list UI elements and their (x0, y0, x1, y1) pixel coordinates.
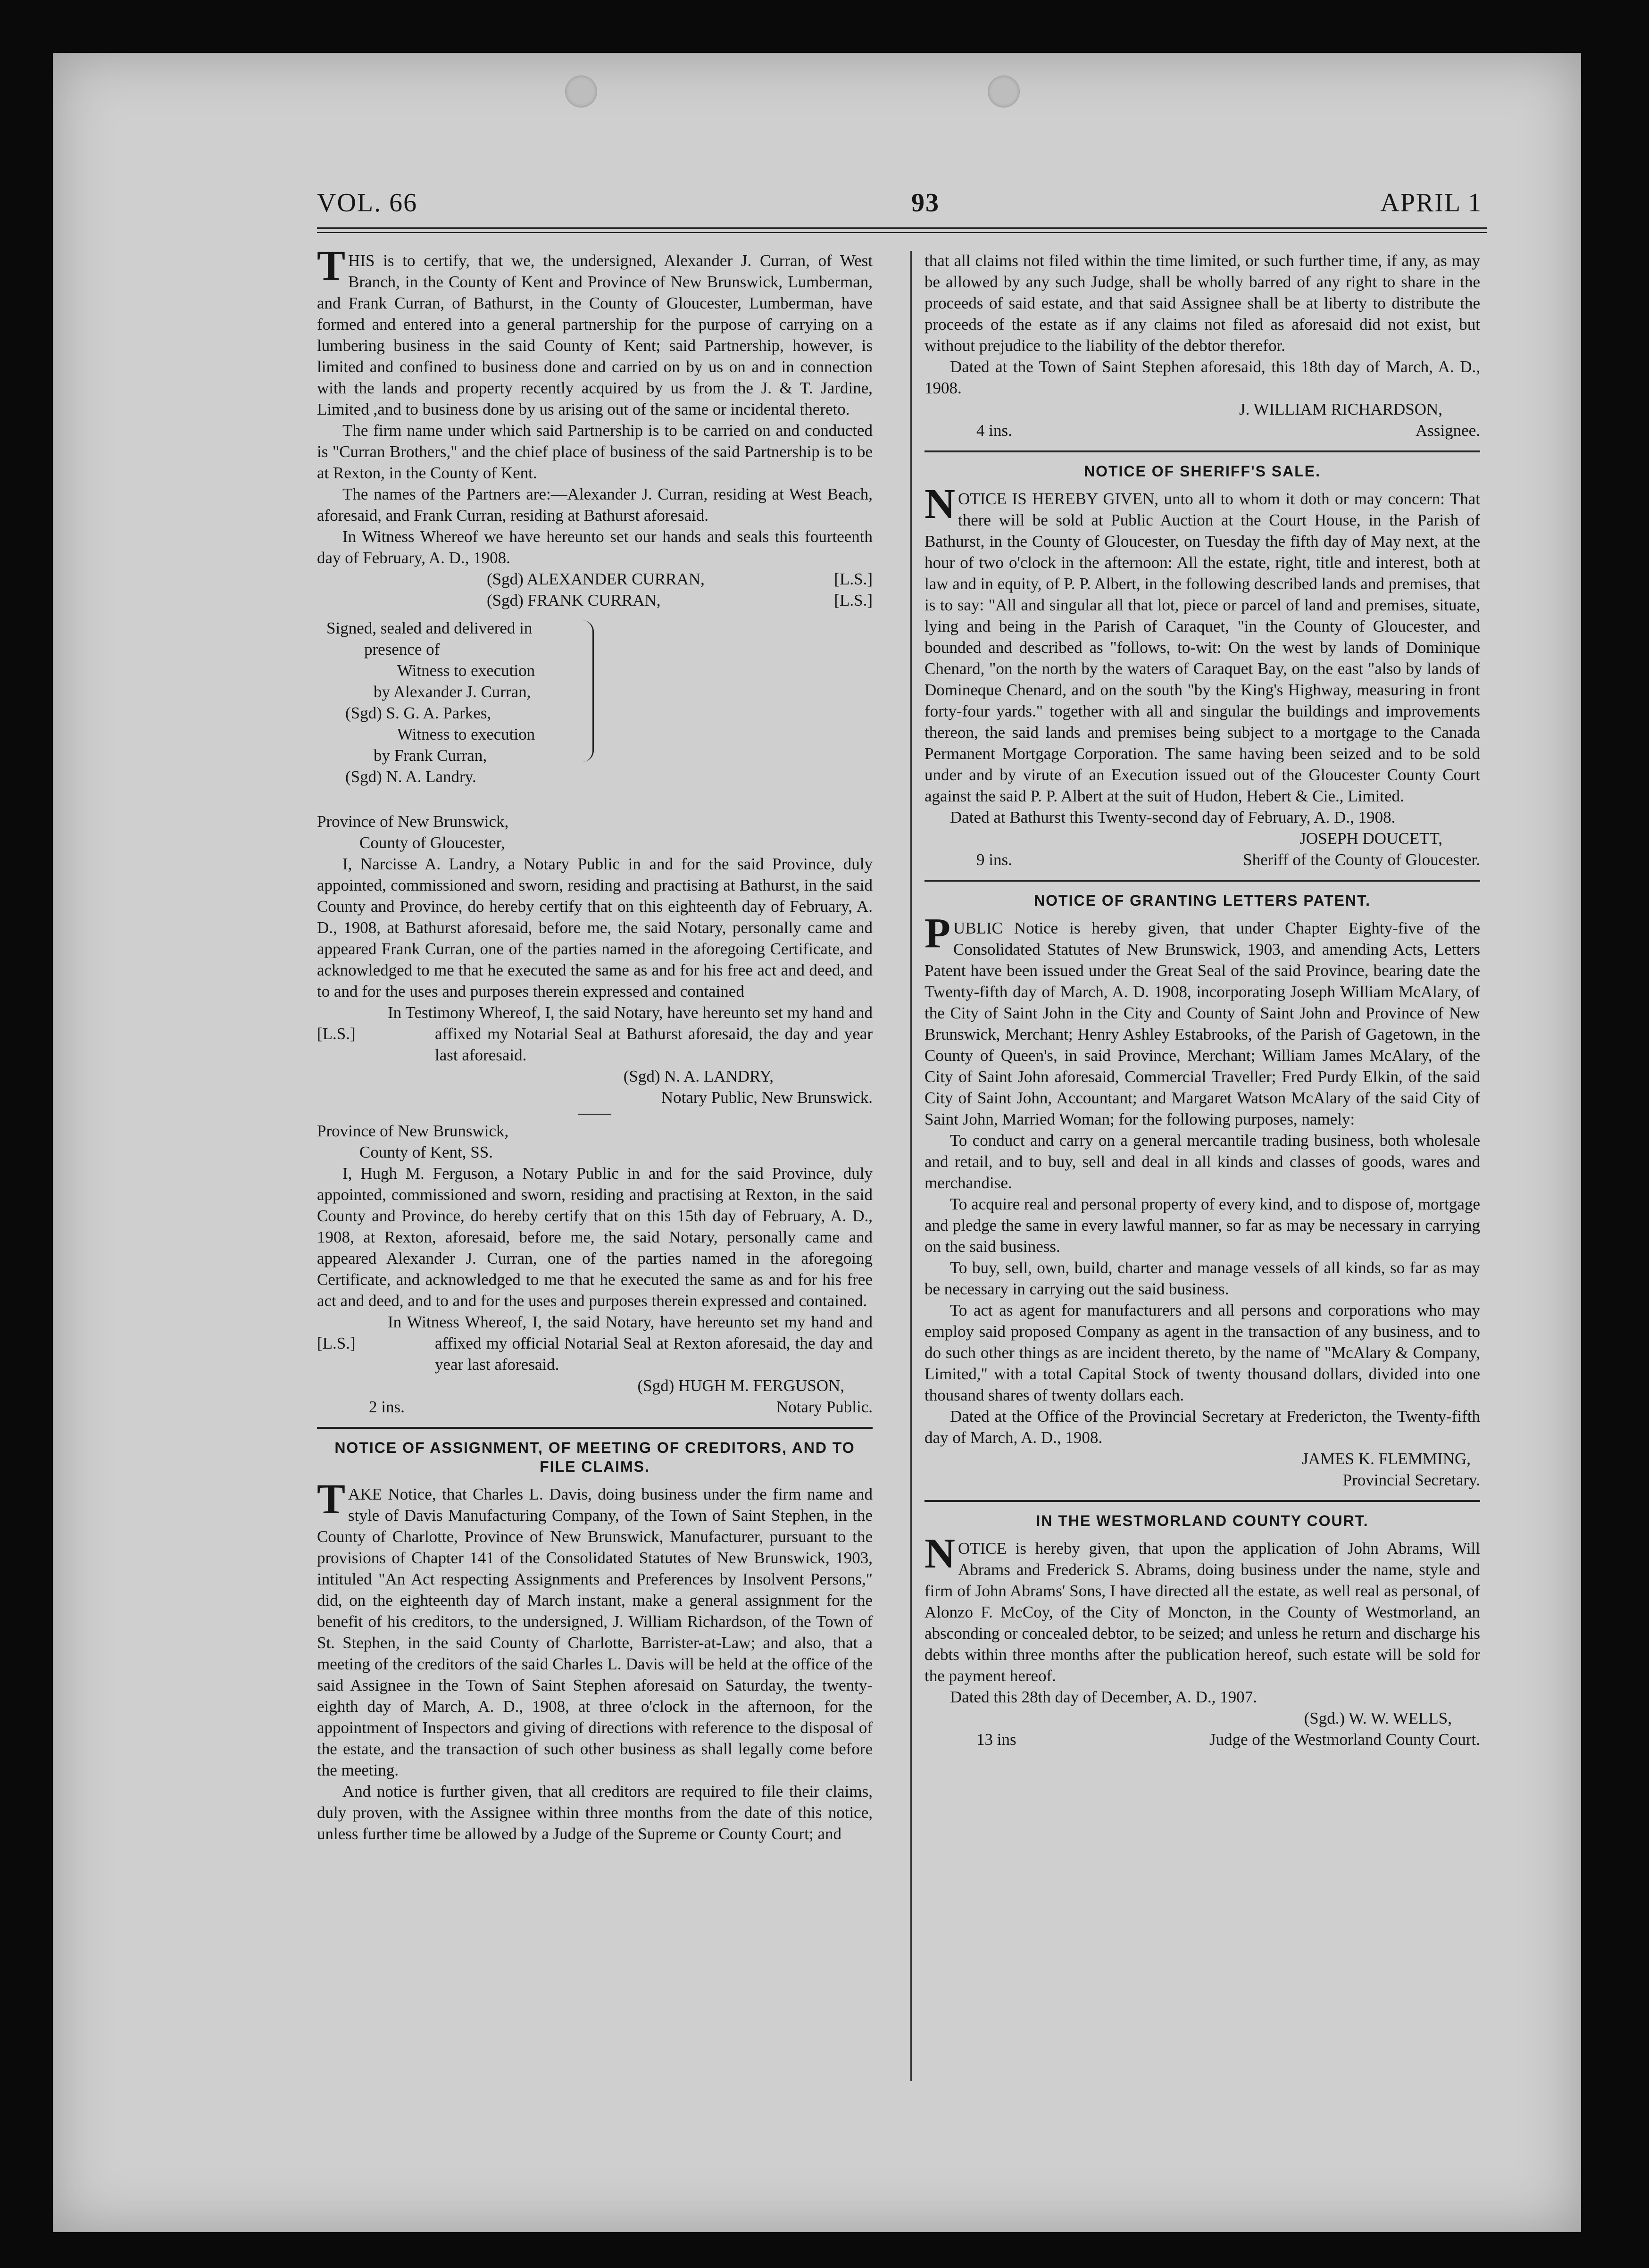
seal-mark: [L.S.] (317, 1334, 356, 1352)
signatory-title: Judge of the Westmorland County Court. (1209, 1730, 1480, 1749)
notary-certificate (317, 811, 873, 1115)
witness-line: Signed, sealed and delivered in (326, 619, 533, 637)
section-rule (924, 450, 1480, 452)
signatory-title: Assignee. (1415, 421, 1480, 440)
witness-line: (Sgd) S. G. A. Parkes, (345, 704, 491, 722)
county-line: County of Gloucester, (359, 834, 505, 852)
signature-name: (Sgd.) W. W. WELLS, (1304, 1709, 1452, 1727)
signature-name: JOSEPH DOUCETT, (1299, 829, 1442, 848)
seal-mark: [L.S.] (317, 1025, 356, 1043)
section-rule (924, 880, 1480, 882)
notary-body: I, Narcisse A. Landry, a Notary Public in and for the said Province, duly appointed, commissioned and sworn, residing and practising at Bathurst, in the said County and Province, do hereby certify that on this eighteenth day of February, A. D., 1908, at Bathurst aforesaid, before me, the said Notary, personally came and appeared Frank Curran, one of the parties named in the aforegoing Certificate, and acknowledged to me that he executed the same as and for his free act and deed, and to and for the uses and purposes therein expressed and contained (317, 855, 873, 1001)
sheriff-sale-notice (924, 462, 1480, 870)
testimony-block (317, 1002, 873, 1066)
notary-title: Notary Public, New Brunswick. (661, 1088, 873, 1107)
assignment-body: And notice is further given, that all creditors are required to file their claims, duly proven, with the Assignee within three months from the date of this notice, unless further time be allowed by a Judge of the Supreme or County Court; and (317, 1782, 873, 1843)
witness-text: In Witness Whereof, I, the said Notary, have hereunto set my hand and affixed my official Notarial Seal at Rexton aforesaid, the day and year last aforesaid. (388, 1313, 873, 1374)
section-heading: IN THE WESTMORLAND COUNTY COURT. (1036, 1512, 1369, 1529)
witness-line: presence of (364, 640, 440, 659)
section-rule (924, 1500, 1480, 1502)
seal-mark: [L.S.] (834, 591, 873, 609)
header-rule (317, 227, 1487, 229)
insertion-row (924, 1729, 1480, 1750)
signatory-title: Provincial Secretary. (1342, 1471, 1480, 1489)
patent-purpose: To conduct and carry on a general mercantile trading business, both wholesale and retail, and to buy, sell and deal in all kinds and classes of goods, wares and merchandise. (924, 1131, 1480, 1192)
insertion-count: 9 ins. (976, 850, 1012, 869)
court-body: NOTICE is hereby given, that upon the application of John Abrams, Will Abrams and Frederick S. Abrams, doing business under the name, style and firm of John Abrams' Sons, I have directed all the estate, as well real as personal, of Alonzo F. McCoy, of the City of Moncton, in the County of Westmorland, an absconding or concealed debtor, to be seized; and unless he return and discharge his debts within three months after the publication hereof, such estate will be sold for the payment hereof. (924, 1530, 1480, 1685)
dated-line: Dated at the Town of Saint Stephen aforesaid, this 18th day of March, A. D., 1908. (924, 358, 1480, 397)
signature-name: (Sgd) FRANK CURRAN, (487, 591, 661, 609)
brace-mark (581, 620, 594, 762)
dated-line: Dated this 28th day of December, A. D., 1907. (950, 1688, 1257, 1706)
signature-line (317, 590, 873, 611)
dated-line: Dated at Bathurst this Twenty-second day of February, A. D., 1908. (950, 808, 1396, 826)
witness-whereof-block (317, 1311, 873, 1375)
section-heading: NOTICE OF ASSIGNMENT, OF MEETING OF CREDITORS, AND TO FILE CLAIMS. (334, 1439, 855, 1475)
westmorland-court-notice (924, 1511, 1480, 1750)
witness-line: by Frank Curran, (374, 746, 487, 765)
witness-line: (Sgd) N. A. Landry. (345, 767, 476, 786)
seal-mark: [L.S.] (834, 570, 873, 588)
partnership-paragraph: The names of the Partners are:—Alexander J. Curran, residing at West Beach, aforesaid, and Frank Curran, residing at Bathurst aforesaid. (317, 485, 873, 525)
insertion-count: 2 ins. (369, 1398, 405, 1416)
insertion-row (924, 849, 1480, 870)
witness-line: Witness to execution (397, 661, 535, 680)
patent-purpose: To buy, sell, own, build, charter and manage vessels of all kinds, so far as may be necessary in carrying out the said business. (924, 1259, 1480, 1298)
punch-hole (565, 75, 597, 108)
notary-signature: (Sgd) N. A. LANDRY, (623, 1067, 774, 1085)
testimony-text: In Testimony Whereof, I, the said Notary, have hereunto set my hand and affixed my Notarial Seal at Bathurst aforesaid, the day and year last aforesaid. (388, 1003, 873, 1064)
insertion-row (924, 420, 1480, 441)
notary-signature: (Sgd) HUGH M. FERGUSON, (637, 1376, 844, 1395)
header-rule (317, 232, 1487, 233)
patent-purpose: To acquire real and personal property of every kind, and to dispose of, mortgage and pledge the same in every lawful manner, so far as may be necessary in carrying on the said business. (924, 1195, 1480, 1256)
short-rule (578, 1114, 611, 1115)
signature-name: JAMES K. FLEMMING, (1302, 1450, 1471, 1468)
section-rule (317, 1427, 873, 1429)
assignment-notice (317, 1438, 873, 1844)
insertion-row (317, 1396, 873, 1418)
volume-label: VOL. 66 (317, 188, 418, 217)
column-divider (910, 251, 912, 2081)
page-number: 93 (911, 188, 940, 217)
witness-block (317, 617, 873, 787)
page-header (317, 188, 1482, 225)
issue-date: APRIL 1 (1380, 188, 1482, 217)
assignment-continued (924, 250, 1480, 441)
newspaper-page (53, 53, 1581, 2232)
assignment-body: that all claims not filed within the time limited, or such further time, if any, as may be allowed by any such Judge, shall be wholly barred of any right to share in the proceeds of said estate, and that said Assignee shall be at liberty to distribute the proceeds of the estate as if any claims not filed as aforesaid did not exist, but without prejudice to the liability of the debtor therefor. (924, 251, 1480, 355)
assignment-body: TAKE Notice, that Charles L. Davis, doing business under the firm name and style of Davis Manufacturing Company, of the Town of Saint Stephen, in the County of Charlotte, Province of New Brunswick, Manufacturer, pursuant to the provisions of Chapter 141 of the Consolidated Statutes of New Brunswick, 1903, intituled "An Act respecting Assignments and Preferences by Insolvent Persons," did, on the eighteenth day of March instant, make a general assignment for the benefit of his creditors, to the undersigned, J. William Richardson, of the Town of St. Stephen, in the said County of Charlotte, Barrister-at-Law; and also, that a meeting of the creditors of the said Charles L. Davis will be held at the office of the said Assignee in the Town of Saint Stephen aforesaid on Saturday, the twenty-eighth day of March, A. D., 1908, at three o'clock in the afternoon, for the appointment of Inspectors and giving of directions with reference to the disposal of the estate, and the transaction of such other business as shall legally come before the meeting. (317, 1476, 873, 1779)
patent-purpose: To act as agent for manufacturers and all persons and corporations who may employ said proposed Company as agent in the transaction of any business, and to do such other things as are incident thereto, by the name of "McAlary & Company, Limited," with a total Capital Stock of twenty thousand dollars, divided into one thousand shares of twenty dollars each. (924, 1301, 1480, 1404)
sheriff-body: NOTICE IS HEREBY GIVEN, unto all to whom it doth or may concern: That there will be sold at Public Auction at the Court House, in the Parish of Bathurst, in the County of Gloucester, on Tuesday the fifth day of May next, at the hour of two o'clock in the afternoon: All the estate, right, title and interest, both at law and in equity, of P. P. Albert, in the following described lands and premises, that is to say: "All and singular all that lot, piece or parcel of land and premises, situate, lying and being in the Parish of Caraquet, "in the County of Gloucester, and bounded and described as "follows, to-wit: On the west by lands of Dominique Chenard, "on the north by the waters of Caraquet Bay, on the east "also by lands of Domineque Chenard, and on the south "by the King's Highway, measuring in front forty-four yards." together with all and singular the buildings and improvements thereon, the said lands and premises being subject to a mortgage to the Canada Permanent Mortgage Corporation. The same having been seized and to be sold under and by virute of an Execution issued out of the Gloucester County Court against the said P. P. Albert at the suit of Hudon, Hebert & Cie., Limited. (924, 481, 1480, 805)
notary-body: I, Hugh M. Ferguson, a Notary Public in and for the said Province, duly appointed, commissioned and sworn, residing and practising at Rexton, in the said County and Province, do hereby certify that on this 15th day of February, A. D., 1908, at Rexton, aforesaid, before me, the said Notary, personally came and appeared Alexander J. Curran, one of the parties named in the aforegoing Certificate, and acknowledged to me that he executed the same as and for his free act and deed, and to and for the uses and purposes therein expressed and contained. (317, 1164, 873, 1310)
signature-name: (Sgd) ALEXANDER CURRAN, (487, 570, 705, 588)
section-heading: NOTICE OF SHERIFF'S SALE. (1083, 463, 1321, 480)
letters-patent-notice (924, 891, 1480, 1491)
right-column (924, 250, 1480, 1750)
notary-title: Notary Public. (776, 1398, 873, 1416)
county-line: County of Kent, SS. (359, 1143, 493, 1161)
section-heading: NOTICE OF GRANTING LETTERS PATENT. (1034, 892, 1371, 909)
partnership-paragraph: In Witness Whereof we have hereunto set our hands and seals this fourteenth day of February, A. D., 1908. (317, 527, 873, 567)
province-line: Province of New Brunswick, (317, 812, 509, 831)
partnership-certificate (317, 242, 873, 787)
patent-body: PUBLIC Notice is hereby given, that under Chapter Eighty-five of the Consolidated Statutes of New Brunswick, 1903, and amending Acts, Letters Patent have been issued under the Great Seal of the said Province, bearing date the Twenty-fifth day of March, A. D. 1908, incorporating Joseph William McAlary, of the City of Saint John in the City and County of Saint John and Province of New Brunswick, Merchant; Henry Ashley Estabrooks, of the Parish of Gagetown, in the County of Queen's, in said Province, Merchant; William James McAlary, of the City of Saint John aforesaid, Commercial Traveller; Fred Purdy Elkin, of the said City of Saint John, Accountant; and Margaret Watson McAlary of the said City of Saint John, Married Woman; for the following purposes, namely: (924, 910, 1480, 1128)
insertion-count: 13 ins (976, 1730, 1016, 1749)
left-column (317, 242, 873, 1844)
partnership-paragraph: THIS is to certify, that we, the undersigned, Alexander J. Curran, of West Branch, in the County of Kent and Province of New Brunswick, Lumberman, and Frank Curran, of Bathurst, in the County of Gloucester, Lumberman, have formed and entered into a general partnership for the purpose of carrying on a lumbering business in the said County of Kent; said Partnership, however, is limited and confined to business done and carried on by us on and in connection with the lands and property recently acquired by us from the J. & T. Jardine, Limited ,and to business done by us arising out of the same or incidental thereto. (317, 242, 873, 418)
signature-line (317, 568, 873, 590)
partnership-paragraph: The firm name under which said Partnership is to be carried on and conducted is "Curran Brothers," and the chief place of business of the said Partnership is to be at Rexton, in the County of Kent. (317, 421, 873, 482)
insertion-count: 4 ins. (976, 421, 1012, 440)
punch-hole (988, 75, 1020, 108)
witness-line: by Alexander J. Curran, (374, 683, 531, 701)
signature-name: J. WILLIAM RICHARDSON, (1239, 400, 1442, 418)
province-line: Province of New Brunswick, (317, 1122, 509, 1140)
dated-line: Dated at the Office of the Provincial Secretary at Fredericton, the Twenty-fifth day of March, A. D., 1908. (924, 1407, 1480, 1447)
notary-certificate (317, 1120, 873, 1418)
witness-line: Witness to execution (397, 725, 535, 743)
signatory-title: Sheriff of the County of Gloucester. (1243, 850, 1480, 869)
